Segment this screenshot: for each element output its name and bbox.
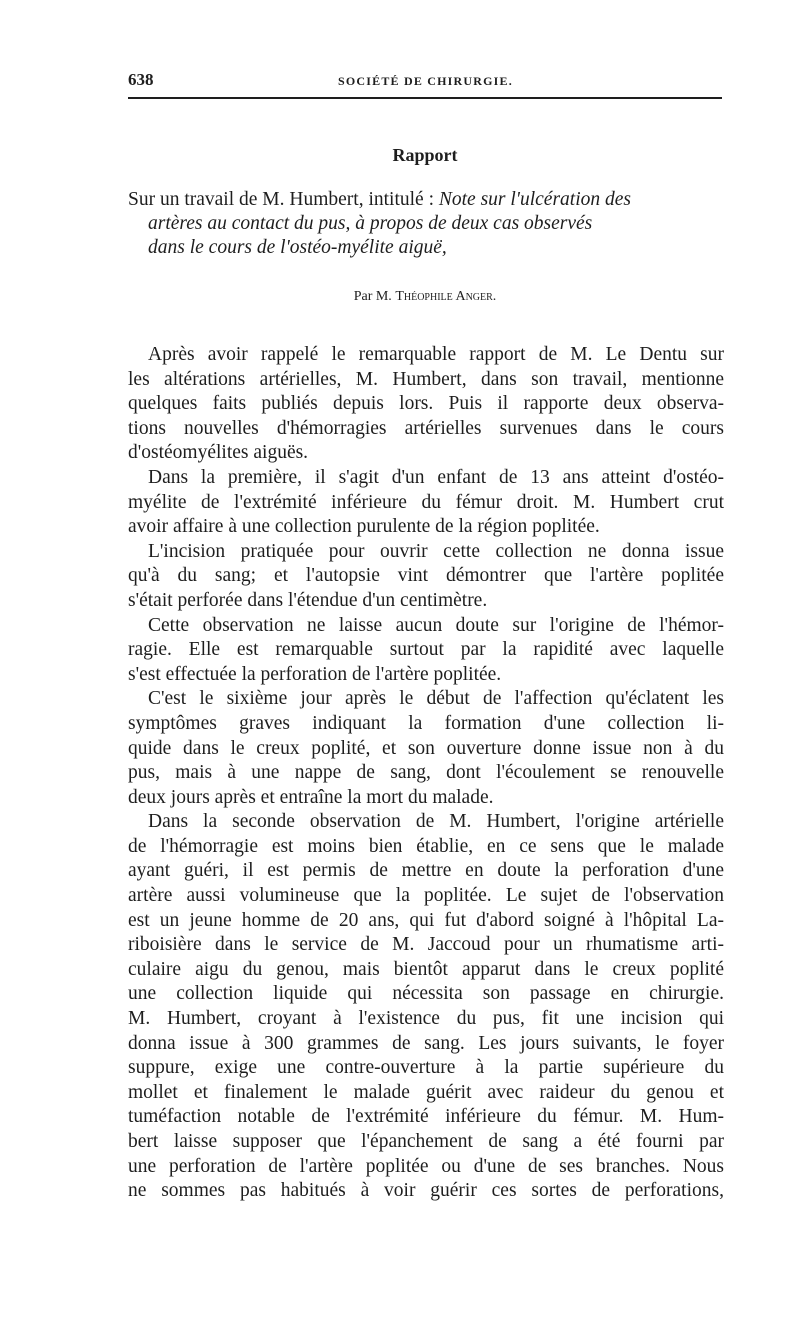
body-line: ayant guéri, il est permis de mettre en doute la perforation d'une	[128, 860, 724, 882]
body-line: d'ostéomyélites aiguës.	[128, 442, 309, 464]
body-line: qu'à du sang; et l'autopsie vint démontrer que l'artère poplitée	[128, 565, 724, 587]
body-line: tions nouvelles d'hémorragies artérielles survenues dans le cours	[128, 417, 724, 439]
body-line: quelques faits publiés depuis lors. Puis il rapporte deux observa-	[128, 393, 724, 415]
report-body	[128, 343, 724, 1204]
body-line: bert laisse supposer que l'épanchement de sang a été fourni par	[128, 1131, 724, 1152]
subtitle-line: artères au contact du pus, à propos de deux cas observés	[148, 213, 593, 234]
body-line: une perforation de l'artère poplitée ou d'une de ses branches. Nous	[128, 1155, 724, 1177]
body-line: ne sommes pas habitués à voir guérir ces sortes de perforations,	[128, 1180, 724, 1202]
page-number: 638	[128, 70, 154, 89]
body-line: artère aussi volumineuse que la poplitée. Le sujet de l'observation	[128, 885, 724, 907]
body-line: est un jeune homme de 20 ans, qui fut d'abord soigné à l'hôpital La-	[128, 909, 724, 931]
body-line: ragie. Elle est remarquable surtout par la rapidité avec laquelle	[128, 639, 724, 661]
body-line: riboisière dans le service de M. Jaccoud pour un rhumatisme arti-	[128, 934, 724, 956]
body-line: quide dans le creux poplité, et son ouverture donne issue non à du	[128, 737, 724, 759]
subtitle-line: Sur un travail de M. Humbert, intitulé : Note sur l'ulcération des	[128, 189, 631, 210]
author-name: Théophile Anger.	[395, 289, 497, 304]
body-line: C'est le sixième jour après le début de l'affection qu'éclatent les	[148, 688, 724, 710]
body-line: M. Humbert, croyant à l'existence du pus, fit une incision qui	[128, 1008, 724, 1030]
body-line: symptômes graves indiquant la formation d'une collection li-	[128, 712, 724, 734]
subtitle-line: dans le cours de l'ostéo-myélite aiguë,	[148, 237, 447, 258]
body-line: suppure, exige une contre-ouverture à la partie supérieure du	[128, 1057, 724, 1079]
body-line: L'incision pratiquée pour ouvrir cette collection ne donna issue	[148, 540, 724, 562]
running-title: SOCIÉTÉ DE CHIRURGIE.	[338, 74, 513, 88]
body-line: les altérations artérielles, M. Humbert, dans son travail, mentionne	[128, 368, 724, 390]
body-line: mollet et finalement le malade guérit avec raideur du genou et	[128, 1081, 724, 1103]
header-rule	[128, 97, 722, 99]
body-line: une collection liquide qui nécessita son passage en chirurgie.	[128, 983, 724, 1005]
body-line: donna issue à 300 grammes de sang. Les jours suivants, le foyer	[128, 1032, 724, 1054]
body-line: deux jours après et entraîne la mort du malade.	[128, 786, 494, 808]
body-line: Cette observation ne laisse aucun doute sur l'origine de l'hémor-	[148, 614, 724, 636]
body-line: culaire aigu du genou, mais bientôt apparut dans le creux poplité	[128, 958, 724, 980]
body-line: Dans la première, il s'agit d'un enfant de 13 ans atteint d'ostéo-	[148, 466, 724, 488]
body-line: avoir affaire à une collection purulente de la région poplitée.	[128, 516, 600, 538]
body-line: de l'hémorragie est moins bien établie, en ce sens que le malade	[128, 835, 724, 857]
body-line: pus, mais à une nappe de sang, dont l'écoulement se renouvelle	[128, 762, 724, 784]
body-line: s'était perforée dans l'étendue d'un centimètre.	[128, 589, 488, 611]
body-line: Après avoir rappelé le remarquable rapport de M. Le Dentu sur	[148, 344, 724, 365]
report-subtitle	[128, 188, 724, 260]
author-byline: Par M. Théophile Anger.	[353, 289, 497, 304]
running-head	[128, 70, 722, 94]
body-line: myélite de l'extrémité inférieure du fémur droit. M. Humbert crut	[128, 491, 724, 513]
body-line: Dans la seconde observation de M. Humbert, l'origine artérielle	[148, 811, 724, 833]
body-line: tuméfaction notable de l'extrémité inférieure du fémur. M. Hum-	[128, 1106, 724, 1128]
section-title: Rapport	[392, 145, 458, 165]
body-line: s'est effectuée la perforation de l'artère poplitée.	[128, 663, 502, 685]
